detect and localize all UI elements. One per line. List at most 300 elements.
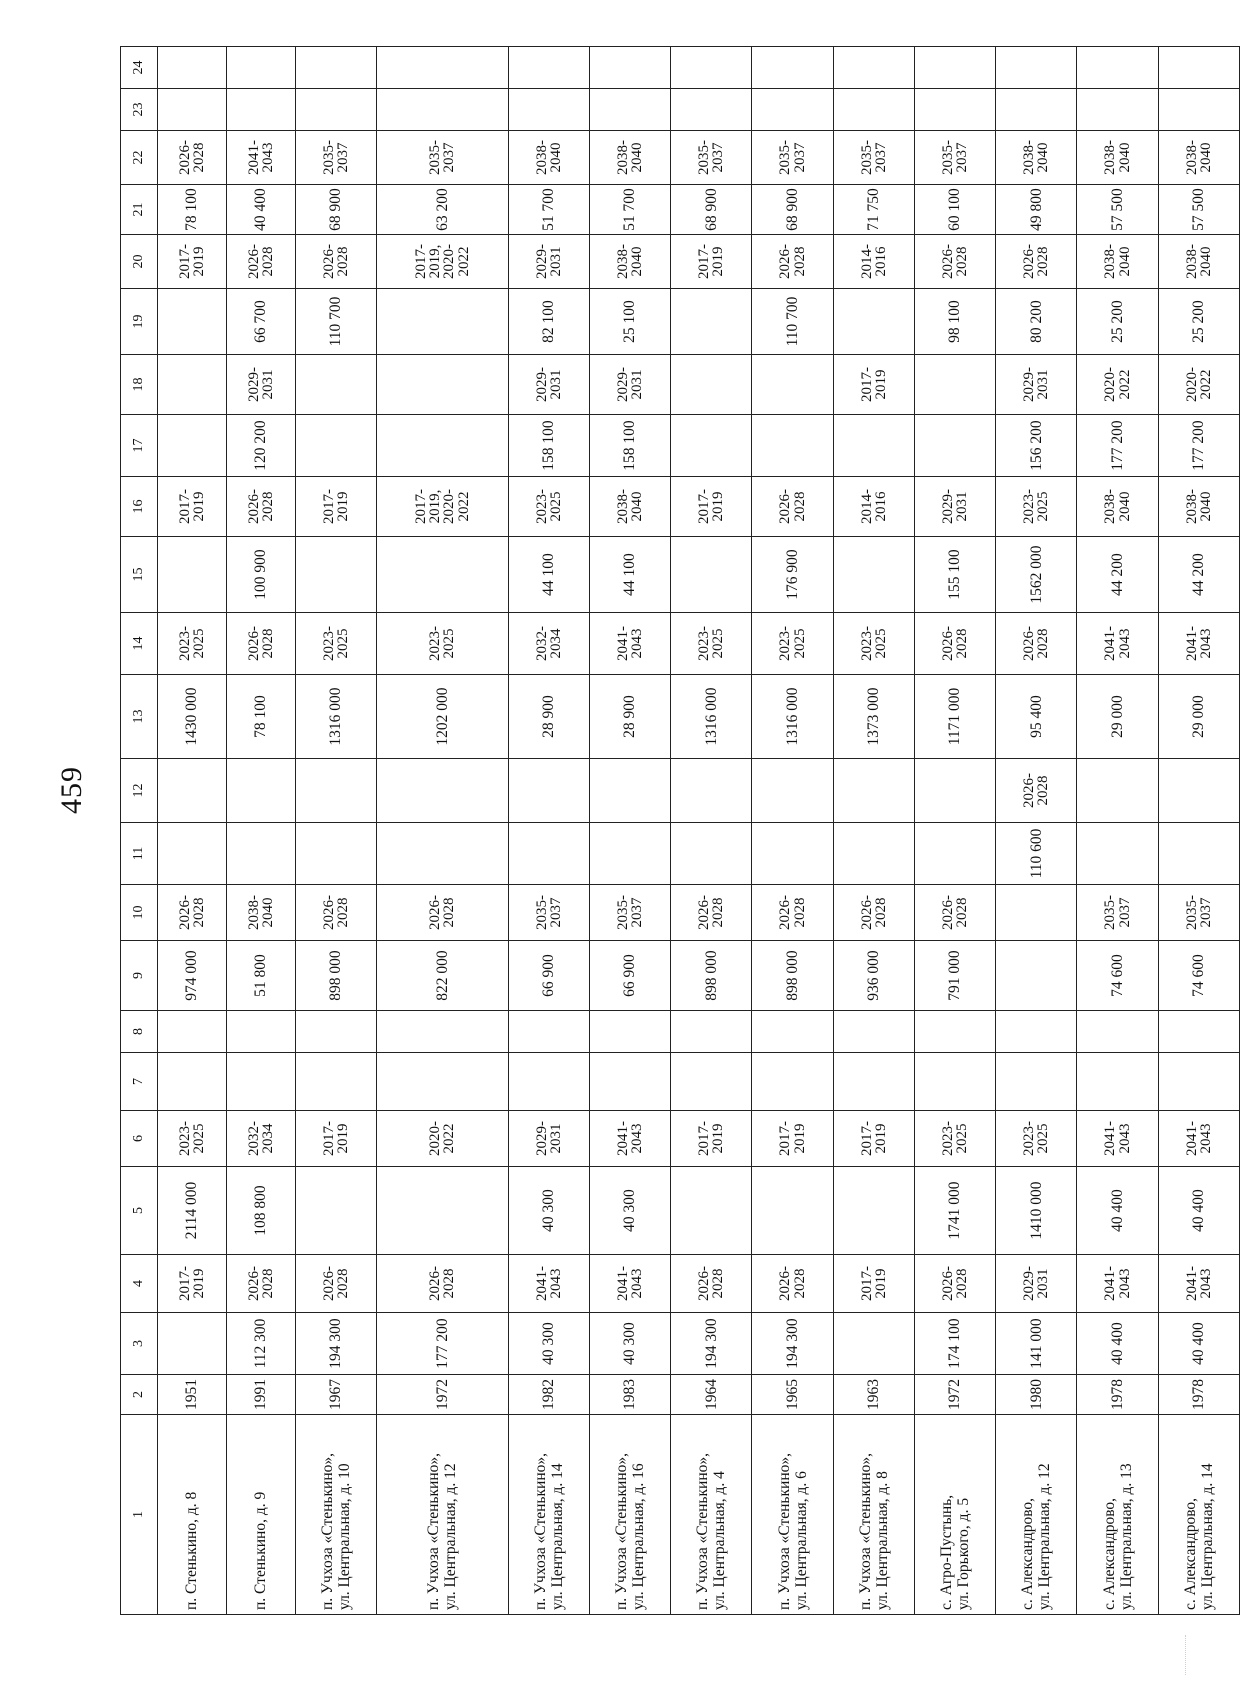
table-cell: [996, 885, 1077, 941]
table-cell: [589, 1011, 670, 1053]
address-cell: с. Александрово, ул. Центральная, д. 12: [996, 1415, 1077, 1615]
table-cell: 2017- 2019: [671, 1111, 752, 1167]
column-header-10: 10: [121, 885, 158, 941]
table-row: [589, 47, 670, 1615]
table-cell: [589, 89, 670, 131]
header-row: [121, 47, 158, 1615]
table-row: [377, 47, 508, 1615]
table-cell: 2023- 2025: [996, 477, 1077, 537]
table-cell: [508, 1011, 589, 1053]
table-cell: [377, 289, 508, 355]
table-row: [752, 47, 833, 1615]
table-cell: 1972: [914, 1375, 995, 1415]
table-cell: 822 000: [377, 941, 508, 1011]
table-row: [1077, 47, 1158, 1615]
column-header-16: 16: [121, 477, 158, 537]
table-cell: [589, 1053, 670, 1111]
table-cell: [589, 759, 670, 823]
table-cell: 2017- 2019: [752, 1111, 833, 1167]
table-cell: 44 100: [508, 537, 589, 613]
table-cell: 1964: [671, 1375, 752, 1415]
table-cell: 2041- 2043: [1158, 613, 1239, 675]
column-header-9: 9: [121, 941, 158, 1011]
table-cell: [671, 355, 752, 415]
table-cell: 66 900: [589, 941, 670, 1011]
table-cell: [671, 823, 752, 885]
table-cell: 156 200: [996, 415, 1077, 477]
table-cell: 2026- 2028: [158, 885, 227, 941]
address-cell: п. Учхоза «Стенькино», ул. Центральная, д. 16: [589, 1415, 670, 1615]
table-cell: 2041- 2043: [589, 613, 670, 675]
address-cell: с. Агро-Пустынь, ул. Горького, д. 5: [914, 1415, 995, 1615]
data-table: [120, 46, 1240, 1615]
table-cell: 110 600: [996, 823, 1077, 885]
table-cell: [1077, 1053, 1158, 1111]
table-cell: [158, 1011, 227, 1053]
table-cell: 1963: [833, 1375, 914, 1415]
table-cell: [227, 89, 296, 131]
table-cell: 2026- 2028: [296, 885, 377, 941]
table-cell: 2023- 2025: [158, 1111, 227, 1167]
table-cell: [1077, 823, 1158, 885]
table-cell: 1991: [227, 1375, 296, 1415]
table-cell: 2026- 2028: [914, 235, 995, 289]
table-cell: 2020- 2022: [1077, 355, 1158, 415]
table-cell: [833, 537, 914, 613]
table-cell: 2017- 2019: [158, 235, 227, 289]
table-cell: 898 000: [296, 941, 377, 1011]
table-cell: [914, 47, 995, 89]
table-cell: [1158, 47, 1239, 89]
table-cell: 2029- 2031: [589, 355, 670, 415]
table-cell: 898 000: [671, 941, 752, 1011]
table-cell: 1202 000: [377, 675, 508, 759]
table-cell: [752, 823, 833, 885]
table-cell: 74 600: [1077, 941, 1158, 1011]
table-cell: [671, 289, 752, 355]
column-header-2: 2: [121, 1375, 158, 1415]
table-cell: [752, 89, 833, 131]
table-cell: [158, 1053, 227, 1111]
column-header-13: 13: [121, 675, 158, 759]
table-cell: 100 900: [227, 537, 296, 613]
table-cell: 1978: [1158, 1375, 1239, 1415]
column-header-21: 21: [121, 185, 158, 235]
table-cell: [752, 355, 833, 415]
table-cell: [508, 759, 589, 823]
table-cell: 2035- 2037: [296, 131, 377, 185]
table-cell: 898 000: [752, 941, 833, 1011]
table-cell: [833, 47, 914, 89]
table-cell: 2026- 2028: [671, 1255, 752, 1313]
table-cell: 110 700: [296, 289, 377, 355]
address-cell: п. Учхоза «Стенькино», ул. Центральная, д. 12: [377, 1415, 508, 1615]
table-cell: [833, 823, 914, 885]
table-cell: [158, 415, 227, 477]
table-cell: 40 400: [227, 185, 296, 235]
table-cell: [296, 1053, 377, 1111]
table-cell: 2023- 2025: [377, 613, 508, 675]
table-cell: 2035- 2037: [671, 131, 752, 185]
column-header-14: 14: [121, 613, 158, 675]
table-cell: [914, 1053, 995, 1111]
table-cell: 2038- 2040: [589, 131, 670, 185]
table-cell: 1951: [158, 1375, 227, 1415]
table-cell: 2026- 2028: [833, 885, 914, 941]
table-cell: 194 300: [752, 1313, 833, 1375]
table-cell: 1373 000: [833, 675, 914, 759]
table-cell: 82 100: [508, 289, 589, 355]
table-cell: 2023- 2025: [996, 1111, 1077, 1167]
table-cell: 2020- 2022: [1158, 355, 1239, 415]
table-cell: 2035- 2037: [1158, 885, 1239, 941]
table-cell: 2017- 2019: [158, 477, 227, 537]
table-cell: 40 400: [1077, 1313, 1158, 1375]
table-cell: 110 700: [752, 289, 833, 355]
table-cell: 2026- 2028: [752, 885, 833, 941]
table-cell: 2023- 2025: [752, 613, 833, 675]
table-cell: [377, 47, 508, 89]
table-cell: [158, 537, 227, 613]
table-cell: 2041- 2043: [1158, 1255, 1239, 1313]
table-cell: [671, 415, 752, 477]
table-row: [1158, 47, 1239, 1615]
table-cell: [377, 89, 508, 131]
table-cell: 2023- 2025: [508, 477, 589, 537]
table-cell: 176 900: [752, 537, 833, 613]
table-cell: 2041- 2043: [1077, 1255, 1158, 1313]
table-cell: 1982: [508, 1375, 589, 1415]
table-cell: 2017- 2019: [158, 1255, 227, 1313]
table-cell: 2026- 2028: [227, 613, 296, 675]
table-cell: [296, 537, 377, 613]
table-cell: 1741 000: [914, 1167, 995, 1255]
address-cell: п. Учхоза «Стенькино», ул. Центральная, д. 14: [508, 1415, 589, 1615]
table-cell: 98 100: [914, 289, 995, 355]
table-cell: 974 000: [158, 941, 227, 1011]
table-cell: 68 900: [296, 185, 377, 235]
table-cell: 68 900: [752, 185, 833, 235]
table-cell: 158 100: [508, 415, 589, 477]
table-cell: 40 300: [508, 1167, 589, 1255]
table-cell: 44 200: [1158, 537, 1239, 613]
table-cell: 28 900: [508, 675, 589, 759]
column-header-17: 17: [121, 415, 158, 477]
table-cell: 66 700: [227, 289, 296, 355]
table-cell: 1972: [377, 1375, 508, 1415]
table-row: [914, 47, 995, 1615]
table-cell: [833, 1313, 914, 1375]
table-cell: 2023- 2025: [158, 613, 227, 675]
table-cell: [996, 89, 1077, 131]
table-row: [671, 47, 752, 1615]
address-cell: п. Стенькино, д. 8: [158, 1415, 227, 1615]
table-cell: [296, 823, 377, 885]
table-cell: 2038- 2040: [996, 131, 1077, 185]
table-cell: 1171 000: [914, 675, 995, 759]
table-cell: 2029- 2031: [996, 1255, 1077, 1313]
column-header-7: 7: [121, 1053, 158, 1111]
table-cell: [296, 355, 377, 415]
table-cell: 29 000: [1158, 675, 1239, 759]
table-cell: 40 400: [1158, 1313, 1239, 1375]
table-cell: 2017- 2019, 2020- 2022: [377, 477, 508, 537]
table-cell: 1978: [1077, 1375, 1158, 1415]
table-cell: 141 000: [996, 1313, 1077, 1375]
table-cell: 2026- 2028: [377, 1255, 508, 1313]
table-cell: 177 200: [1077, 415, 1158, 477]
table-row: [227, 47, 296, 1615]
column-header-23: 23: [121, 89, 158, 131]
table-cell: 2035- 2037: [752, 131, 833, 185]
table-cell: [296, 47, 377, 89]
table-cell: [508, 89, 589, 131]
table-row: [833, 47, 914, 1615]
address-cell: с. Александрово, ул. Центральная, д. 13: [1077, 1415, 1158, 1615]
table-cell: [158, 759, 227, 823]
column-header-15: 15: [121, 537, 158, 613]
column-header-18: 18: [121, 355, 158, 415]
table-cell: [833, 289, 914, 355]
table-cell: 2041- 2043: [1077, 613, 1158, 675]
table-cell: 78 100: [158, 185, 227, 235]
table-cell: 120 200: [227, 415, 296, 477]
table-cell: 2038- 2040: [1077, 131, 1158, 185]
table-cell: [914, 759, 995, 823]
table-cell: 28 900: [589, 675, 670, 759]
table-body: [158, 47, 1240, 1615]
table-cell: 1410 000: [996, 1167, 1077, 1255]
table-cell: 2035- 2037: [508, 885, 589, 941]
table-cell: 40 300: [589, 1167, 670, 1255]
table-cell: [377, 355, 508, 415]
address-cell: с. Александрово, ул. Центральная, д. 14: [1158, 1415, 1239, 1615]
table-cell: [158, 1313, 227, 1375]
table-cell: 2038- 2040: [1077, 235, 1158, 289]
table-cell: 40 300: [589, 1313, 670, 1375]
table-cell: [227, 823, 296, 885]
scan-mark: [1171, 1635, 1186, 1675]
table-cell: 2038- 2040: [227, 885, 296, 941]
table-cell: 2041- 2043: [1158, 1111, 1239, 1167]
column-header-19: 19: [121, 289, 158, 355]
table-cell: 2035- 2037: [377, 131, 508, 185]
table-cell: [752, 47, 833, 89]
table-cell: 2038- 2040: [1158, 477, 1239, 537]
table-cell: 71 750: [833, 185, 914, 235]
table-cell: 40 300: [508, 1313, 589, 1375]
table-cell: [671, 89, 752, 131]
table-cell: 2038- 2040: [508, 131, 589, 185]
table-cell: 1980: [996, 1375, 1077, 1415]
table-cell: 25 200: [1158, 289, 1239, 355]
table-cell: 2035- 2037: [914, 131, 995, 185]
table-cell: 2029- 2031: [996, 355, 1077, 415]
column-header-6: 6: [121, 1111, 158, 1167]
column-header-1: 1: [121, 1415, 158, 1615]
table-cell: 40 400: [1158, 1167, 1239, 1255]
table-cell: [671, 47, 752, 89]
table-cell: [377, 415, 508, 477]
table-row: [508, 47, 589, 1615]
table-cell: 80 200: [996, 289, 1077, 355]
table-cell: 2029- 2031: [914, 477, 995, 537]
table-cell: 2038- 2040: [589, 235, 670, 289]
table-cell: [296, 89, 377, 131]
table-cell: [671, 537, 752, 613]
table-cell: [589, 823, 670, 885]
table-cell: [158, 289, 227, 355]
table-cell: [671, 1053, 752, 1111]
table-cell: [377, 537, 508, 613]
table-row: [296, 47, 377, 1615]
table-cell: 2017- 2019, 2020- 2022: [377, 235, 508, 289]
table-row: [996, 47, 1077, 1615]
column-header-20: 20: [121, 235, 158, 289]
table-cell: [377, 1011, 508, 1053]
table-cell: 25 100: [589, 289, 670, 355]
table-cell: [671, 759, 752, 823]
table-cell: 2023- 2025: [914, 1111, 995, 1167]
table-cell: [833, 1053, 914, 1111]
column-header-3: 3: [121, 1313, 158, 1375]
table-cell: [1158, 89, 1239, 131]
table-cell: 2029- 2031: [227, 355, 296, 415]
column-header-24: 24: [121, 47, 158, 89]
table-cell: 2038- 2040: [589, 477, 670, 537]
address-cell: п. Учхоза «Стенькино», ул. Центральная, д. 10: [296, 1415, 377, 1615]
table-cell: 791 000: [914, 941, 995, 1011]
table-cell: 2026- 2028: [996, 759, 1077, 823]
table-cell: 2026- 2028: [752, 1255, 833, 1313]
table-cell: 2026- 2028: [227, 235, 296, 289]
table-cell: 2026- 2028: [671, 885, 752, 941]
table-cell: 2035- 2037: [833, 131, 914, 185]
table-cell: [752, 415, 833, 477]
address-cell: п. Учхоза «Стенькино», ул. Центральная, д. 8: [833, 1415, 914, 1615]
table-cell: 74 600: [1158, 941, 1239, 1011]
table-cell: 2026- 2028: [158, 131, 227, 185]
table-cell: [1158, 1011, 1239, 1053]
table-cell: 1983: [589, 1375, 670, 1415]
table-cell: 51 700: [589, 185, 670, 235]
table-cell: 2026- 2028: [227, 477, 296, 537]
table-cell: 2029- 2031: [508, 235, 589, 289]
table-cell: 2017- 2019: [671, 477, 752, 537]
table-cell: [158, 355, 227, 415]
table-cell: 936 000: [833, 941, 914, 1011]
table-cell: 2026- 2028: [227, 1255, 296, 1313]
table-cell: 1316 000: [752, 675, 833, 759]
table-cell: [1077, 759, 1158, 823]
table-cell: [914, 823, 995, 885]
table-cell: 2026- 2028: [377, 885, 508, 941]
table-cell: 2026- 2028: [296, 1255, 377, 1313]
table-cell: 66 900: [508, 941, 589, 1011]
table-cell: 2041- 2043: [1077, 1111, 1158, 1167]
table-cell: 2026- 2028: [296, 235, 377, 289]
table-cell: 57 500: [1077, 185, 1158, 235]
table-cell: 68 900: [671, 185, 752, 235]
table-cell: 1965: [752, 1375, 833, 1415]
table-cell: 2041- 2043: [589, 1111, 670, 1167]
table-cell: [508, 823, 589, 885]
table-cell: [752, 759, 833, 823]
table-cell: 2026- 2028: [914, 613, 995, 675]
table-cell: [377, 759, 508, 823]
table-cell: [914, 415, 995, 477]
table-cell: 1316 000: [296, 675, 377, 759]
table-cell: 78 100: [227, 675, 296, 759]
table-cell: [833, 415, 914, 477]
table-cell: 57 500: [1158, 185, 1239, 235]
table-cell: 2041- 2043: [589, 1255, 670, 1313]
table-cell: [296, 1167, 377, 1255]
table-cell: [996, 1011, 1077, 1053]
table-cell: 2026- 2028: [914, 1255, 995, 1313]
table-cell: 194 300: [671, 1313, 752, 1375]
table-cell: [752, 1011, 833, 1053]
table-cell: 2023- 2025: [671, 613, 752, 675]
table-cell: [1077, 47, 1158, 89]
table-cell: [996, 47, 1077, 89]
table-cell: [158, 47, 227, 89]
table-cell: [914, 355, 995, 415]
table-cell: [589, 47, 670, 89]
table-cell: 49 800: [996, 185, 1077, 235]
table-cell: 2026- 2028: [996, 613, 1077, 675]
table-cell: 177 200: [377, 1313, 508, 1375]
table-cell: 44 200: [1077, 537, 1158, 613]
table-cell: 2026- 2028: [752, 477, 833, 537]
table-cell: 2026- 2028: [752, 235, 833, 289]
table-cell: [508, 47, 589, 89]
table-cell: 29 000: [1077, 675, 1158, 759]
table-cell: [671, 1011, 752, 1053]
address-cell: п. Учхоза «Стенькино», ул. Центральная, д. 6: [752, 1415, 833, 1615]
table-cell: 2017- 2019: [671, 235, 752, 289]
table-cell: 51 800: [227, 941, 296, 1011]
column-header-11: 11: [121, 823, 158, 885]
table-cell: 2017- 2019: [833, 355, 914, 415]
table-cell: 60 100: [914, 185, 995, 235]
column-header-22: 22: [121, 131, 158, 185]
table-cell: [752, 1167, 833, 1255]
table-cell: 2114 000: [158, 1167, 227, 1255]
table-cell: 51 700: [508, 185, 589, 235]
table-cell: [377, 1167, 508, 1255]
table-cell: 108 800: [227, 1167, 296, 1255]
column-header-4: 4: [121, 1255, 158, 1313]
table-cell: [158, 823, 227, 885]
table-cell: 2014- 2016: [833, 477, 914, 537]
table-cell: 2017- 2019: [296, 1111, 377, 1167]
table-cell: 2026- 2028: [914, 885, 995, 941]
table-cell: [833, 1011, 914, 1053]
table-cell: 2029- 2031: [508, 355, 589, 415]
table-cell: [1158, 823, 1239, 885]
column-header-5: 5: [121, 1167, 158, 1255]
table-cell: 1562 000: [996, 537, 1077, 613]
table-cell: 2029- 2031: [508, 1111, 589, 1167]
table-cell: [752, 1053, 833, 1111]
table-cell: 2026- 2028: [996, 235, 1077, 289]
table-cell: 2017- 2019: [833, 1255, 914, 1313]
table-cell: 2035- 2037: [589, 885, 670, 941]
table-cell: 112 300: [227, 1313, 296, 1375]
table-cell: [1077, 1011, 1158, 1053]
table-row: [158, 47, 227, 1615]
